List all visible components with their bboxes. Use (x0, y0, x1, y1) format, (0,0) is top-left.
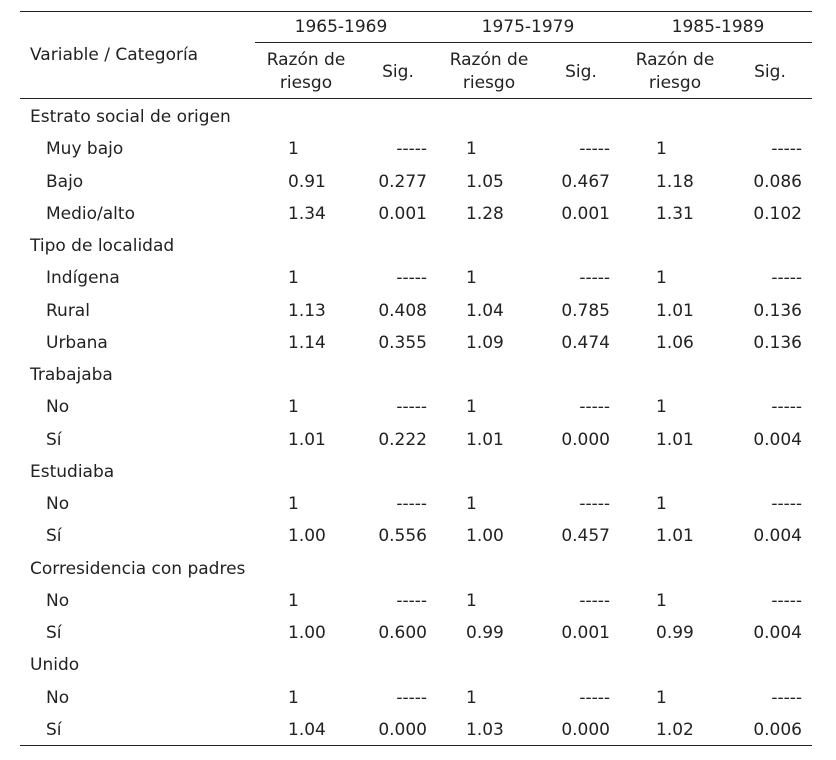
significance-cell: ----- (771, 687, 802, 708)
risk-ratio-cell: 1 (466, 687, 477, 708)
significance-cell: 0.474 (561, 332, 610, 353)
risk-ratio-header-1975-1979: Razón de riesgo (449, 50, 529, 93)
risk-ratio-cell: 1.04 (288, 719, 326, 740)
category-label: Bajo (46, 171, 84, 192)
significance-cell: ----- (579, 139, 610, 160)
significance-cell: 0.277 (378, 171, 427, 192)
risk-ratio-cell: 1.01 (656, 429, 694, 450)
variable-column-header: Variable / Categoría (30, 45, 199, 65)
significance-cell: 0.102 (753, 203, 802, 224)
significance-cell: 0.000 (378, 719, 427, 740)
category-label: Indígena (46, 268, 120, 289)
category-label: Medio/alto (46, 203, 135, 224)
risk-ratio-cell: 1 (656, 590, 667, 611)
sig-header-1975-1979: Sig. (565, 62, 597, 82)
significance-cell: ----- (396, 139, 427, 160)
significance-cell: 0.000 (561, 719, 610, 740)
category-label: Urbana (46, 332, 108, 353)
group-label: Corresidencia con padres (30, 558, 246, 579)
category-label: No (46, 687, 70, 708)
period-header-1975-1979: 1975-1979 (481, 17, 575, 37)
risk-ratio-cell: 1.02 (656, 719, 694, 740)
significance-cell: 0.001 (378, 203, 427, 224)
group-label: Estudiaba (30, 461, 115, 482)
risk-ratio-cell: 1 (466, 397, 477, 418)
significance-cell: 0.004 (753, 526, 802, 547)
risk-ratio-cell: 0.91 (288, 171, 326, 192)
significance-cell: ----- (579, 687, 610, 708)
category-label: No (46, 494, 70, 514)
risk-ratio-cell: 1.31 (656, 203, 694, 224)
risk-ratio-cell: 1 (288, 590, 299, 611)
risk-ratio-cell: 1 (288, 687, 299, 708)
significance-cell: 0.000 (561, 429, 610, 450)
category-label: Muy bajo (46, 139, 124, 160)
significance-cell: 0.408 (378, 300, 427, 321)
risk-ratio-cell: 1 (466, 268, 477, 289)
risk-ratio-cell: 1 (656, 268, 667, 289)
category-label: Sí (46, 526, 62, 547)
risk-ratio-cell: 1 (288, 268, 299, 289)
risk-ratio-cell: 1.01 (288, 429, 326, 450)
significance-cell: 0.467 (561, 171, 610, 192)
period-rule-1965-1969 (255, 42, 436, 43)
risk-ratio-cell: 1.28 (466, 203, 504, 224)
risk-ratio-cell: 1.06 (656, 332, 694, 353)
category-label: Sí (46, 719, 62, 740)
significance-cell: ----- (771, 397, 802, 418)
sig-header-1985-1989: Sig. (754, 62, 786, 82)
risk-ratio-cell: 1.00 (288, 623, 326, 643)
risk-ratio-cell: 1.34 (288, 203, 326, 224)
category-label: Sí (46, 623, 62, 643)
risk-ratio-header-1965-1969: Razón de riesgo (266, 50, 346, 93)
risk-ratio-cell: 1.01 (656, 300, 694, 321)
significance-cell: ----- (771, 590, 802, 611)
significance-cell: 0.004 (753, 429, 802, 450)
significance-cell: 0.136 (753, 332, 802, 353)
table-bottom-rule (20, 745, 812, 746)
group-label: Estrato social de origen (30, 107, 231, 127)
group-label: Tipo de localidad (30, 236, 175, 256)
significance-cell: 0.001 (561, 203, 610, 224)
table-top-rule (20, 11, 812, 12)
risk-ratio-cell: 1 (288, 397, 299, 418)
period-rule-1975-1979 (436, 42, 623, 43)
risk-ratio-header-1985-1989: Razón de riesgo (635, 50, 715, 93)
significance-cell: 0.600 (378, 623, 427, 643)
significance-cell: 0.355 (378, 332, 427, 353)
risk-ratio-cell: 1.01 (656, 526, 694, 547)
significance-cell: 0.457 (561, 526, 610, 547)
significance-cell: ----- (396, 494, 427, 514)
significance-cell: 0.556 (378, 526, 427, 547)
risk-ratio-cell: 1 (466, 590, 477, 611)
period-header-1965-1969: 1965-1969 (294, 17, 388, 37)
risk-ratio-cell: 1.05 (466, 171, 504, 192)
risk-ratio-cell: 1 (466, 494, 477, 514)
significance-cell: ----- (771, 494, 802, 514)
group-label: Trabajaba (30, 365, 113, 385)
risk-ratio-cell: 1.09 (466, 332, 504, 353)
period-header-1985-1989: 1985-1989 (671, 17, 765, 37)
header-bottom-rule (20, 98, 812, 99)
group-label: Unido (30, 655, 80, 676)
risk-ratio-cell: 1 (656, 687, 667, 708)
period-rule-1985-1989 (623, 42, 812, 43)
significance-cell: ----- (579, 494, 610, 514)
risk-ratio-cell: 1 (466, 139, 477, 160)
risk-ratio-cell: 1 (656, 494, 667, 514)
risk-ratio-cell: 1.00 (466, 526, 504, 547)
significance-cell: ----- (771, 268, 802, 289)
significance-cell: ----- (396, 687, 427, 708)
significance-cell: 0.086 (753, 171, 802, 192)
category-label: No (46, 590, 70, 611)
risk-ratio-cell: 1.03 (466, 719, 504, 740)
significance-cell: ----- (396, 397, 427, 418)
risk-ratio-cell: 0.99 (466, 623, 504, 643)
risk-ratio-cell: 1.00 (288, 526, 326, 547)
risk-ratio-cell: 1.14 (288, 332, 326, 353)
risk-ratio-cell: 1 (656, 139, 667, 160)
risk-ratio-cell: 1.13 (288, 300, 326, 321)
category-label: No (46, 397, 70, 418)
risk-ratio-cell: 1.04 (466, 300, 504, 321)
significance-cell: 0.222 (378, 429, 427, 450)
significance-cell: 0.006 (753, 719, 802, 740)
significance-cell: 0.136 (753, 300, 802, 321)
significance-cell: ----- (579, 268, 610, 289)
category-label: Rural (46, 300, 90, 321)
significance-cell: 0.001 (561, 623, 610, 643)
risk-ratio-cell: 1.18 (656, 171, 694, 192)
category-label: Sí (46, 429, 62, 450)
risk-ratio-cell: 1 (288, 139, 299, 160)
risk-ratio-cell: 1.01 (466, 429, 504, 450)
significance-cell: ----- (396, 268, 427, 289)
significance-cell: ----- (396, 590, 427, 611)
significance-cell: ----- (579, 590, 610, 611)
risk-ratio-cell: 1 (288, 494, 299, 514)
risk-ratio-cell: 1 (656, 397, 667, 418)
risk-ratio-cell: 0.99 (656, 623, 694, 643)
significance-cell: 0.785 (561, 300, 610, 321)
significance-cell: ----- (771, 139, 802, 160)
significance-cell: 0.004 (753, 623, 802, 643)
significance-cell: ----- (579, 397, 610, 418)
sig-header-1965-1969: Sig. (382, 62, 414, 82)
